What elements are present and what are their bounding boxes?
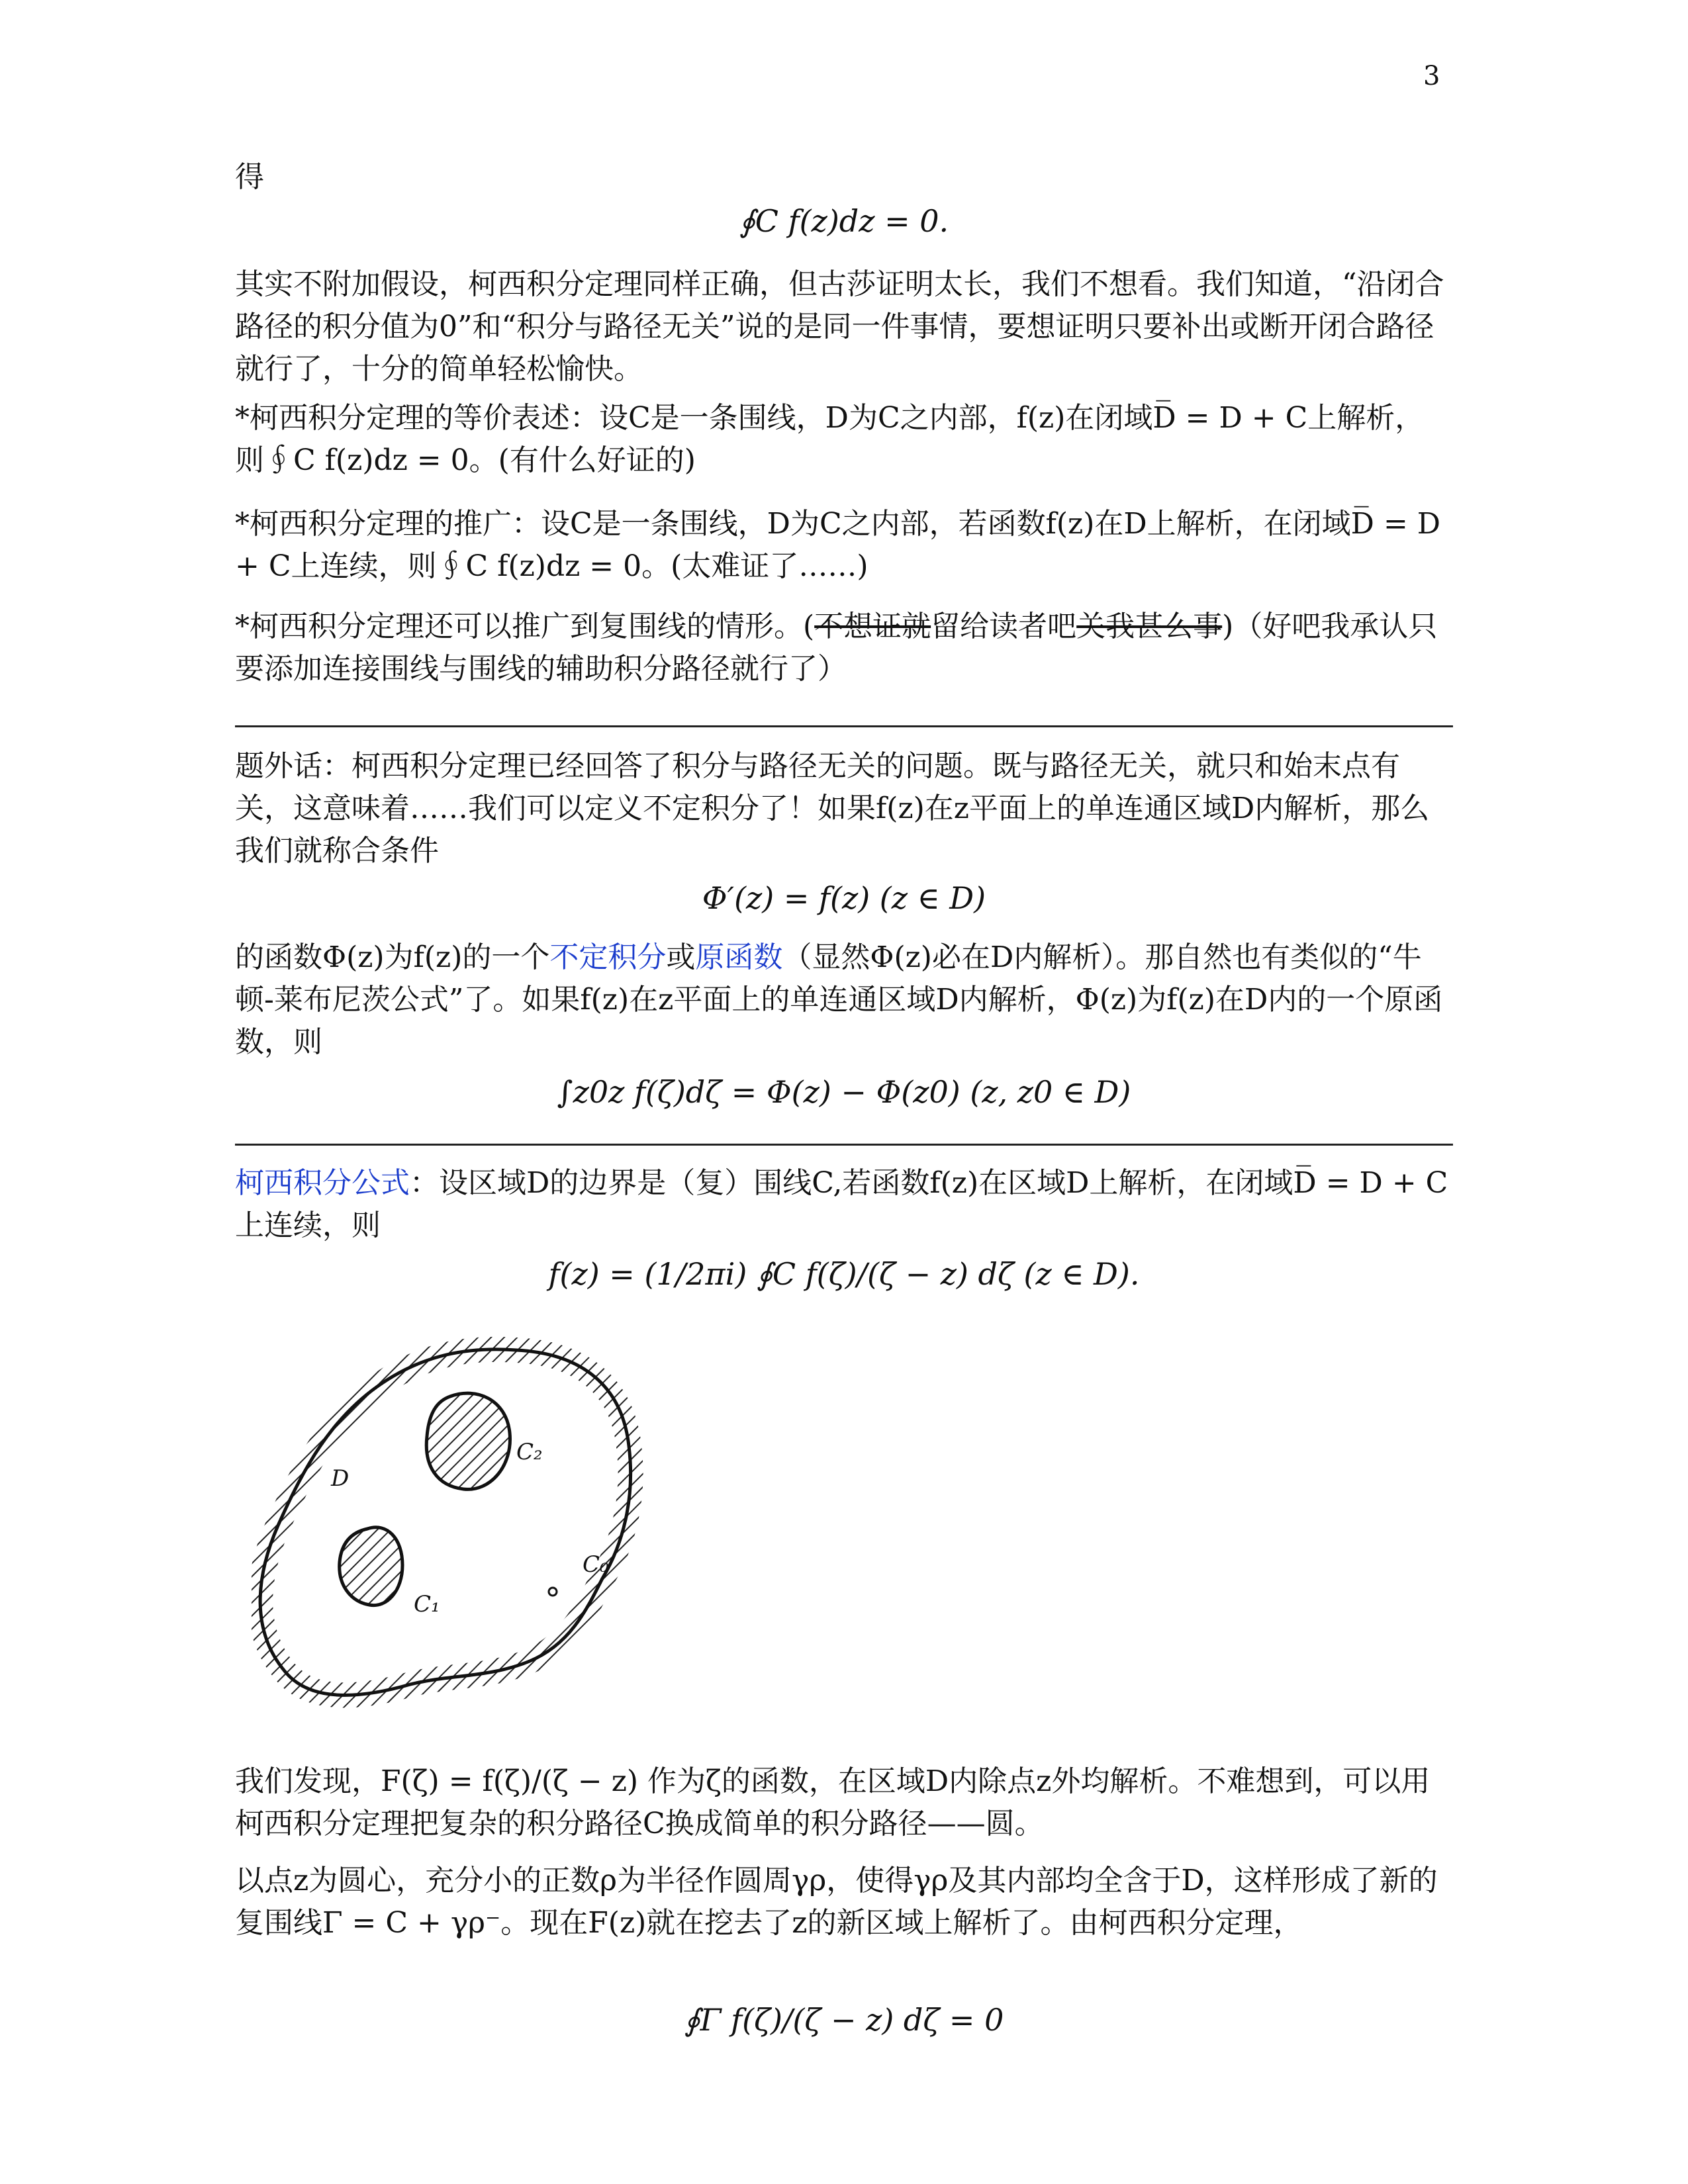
p7-e: （显然Φ(z)必在D内解析）。那自然也有类似的“牛顿-莱布尼茨公式”了。如果f(z)在z平面上的单连通区域D内解析，Φ(z)为f(z)在D内的一个原函数，则: [235, 940, 1443, 1059]
paragraph-aside: 题外话：柯西积分定理已经回答了积分与路径无关的问题。既与路径无关，就只和始末点有关，这意味着……我们可以定义不定积分了！如果f(z)在z平面上的单连通区域D内解析，那么我们就称合条件: [235, 749, 1430, 868]
p7-c: 或: [666, 940, 696, 974]
domain-diagram: [252, 1327, 675, 1757]
p5-middle: 留给读者吧: [931, 610, 1077, 643]
term-cauchy-integral-formula: 柯西积分公式: [235, 1166, 410, 1200]
label-c0: C₀: [583, 1551, 609, 1578]
p5-strike-1: 不想证就: [814, 610, 931, 643]
label-c2: C₂: [516, 1439, 543, 1465]
p5-strike-2: 关我甚么事: [1076, 610, 1223, 643]
p5-after: )（好吧我承认只要添加连接围线与围线的辅助积分路径就行了）: [235, 610, 1438, 686]
page-number: 3: [1423, 61, 1440, 91]
equation-gamma-integral-zero: ∮Γ f(ζ)/(ζ − z) dζ = 0: [684, 2002, 1004, 2038]
paragraph-primitive: [235, 936, 1453, 1064]
paragraph-cauchy-formula: [235, 1162, 1453, 1247]
p7-a: 的函数Φ(z)为f(z)的一个: [235, 940, 550, 974]
equation-contour-integral-zero: ∮C f(z)dz = 0.: [739, 203, 949, 239]
equation-newton-leibniz: ∫z0z f(ζ)dζ = Φ(z) − Φ(z0) (z, z0 ∈ D): [557, 1074, 1131, 1110]
p8-rest: ：设区域D的边界是（复）围线C,若函数f(z)在区域D上解析，在闭域D̅ = D + C上连续，则: [235, 1166, 1448, 1242]
label-d: D: [331, 1465, 350, 1492]
equation-cauchy-integral-formula: f(z) = (1/2πi) ∮C f(ζ)/(ζ − z) dζ (z ∈ D).: [548, 1256, 1140, 1292]
paragraph-small-circle: 以点z为圆心，充分小的正数ρ为半径作圆周γρ，使得γρ及其内部均全含于D，这样形成了新的复围线Γ = C + γρ⁻。现在F(z)就在挖去了z的新区域上解析了。由柯西积分定理，: [235, 1864, 1438, 1940]
inner-hole-c1: [340, 1527, 402, 1606]
boundary-point-marker: [549, 1588, 557, 1596]
equation-antiderivative: Φ′(z) = f(z) (z ∈ D): [702, 880, 986, 916]
term-primitive-function: 原函数: [695, 940, 783, 974]
paragraph-de: 得: [235, 160, 264, 194]
p5-before: *柯西积分定理还可以推广到复围线的情形。(: [235, 610, 815, 643]
paragraph-generalization: *柯西积分定理的推广：设C是一条围线，D为C之内部，若函数f(z)在D上解析，在闭域D̅ = D + C上连续，则∮C f(z)dz = 0。(太难证了……): [235, 507, 1441, 583]
paragraph-observation: 我们发现，F(ζ) = f(ζ)/(ζ − z) 作为ζ的函数，在区域D内除点z外均解析。不难想到，可以用柯西积分定理把复杂的积分路径C换成简单的积分路径——圆。: [235, 1764, 1430, 1841]
paragraph-multiply-connected: [235, 606, 1453, 690]
paragraph-equivalent-statement: *柯西积分定理的等价表述：设C是一条围线，D为C之内部，f(z)在闭域D̅ = D + C上解析，则∮C f(z)dz = 0。(有什么好证的): [235, 401, 1425, 477]
multiply-connected-domain-figure: [252, 1327, 675, 1757]
divider-top: [235, 725, 1453, 727]
label-c1: C₁: [414, 1591, 440, 1617]
inner-hole-c2: [426, 1393, 510, 1489]
term-indefinite-integral: 不定积分: [549, 940, 667, 974]
paragraph-goursat-remark: 其实不附加假设，柯西积分定理同样正确，但古莎证明太长，我们不想看。我们知道，“沿闭合路径的积分值为0”和“积分与路径无关”说的是同一件事情，要想证明只要补出或断开闭合路径就行了，十分的简单轻松愉快。: [235, 267, 1444, 386]
divider-bottom: [235, 1144, 1453, 1146]
